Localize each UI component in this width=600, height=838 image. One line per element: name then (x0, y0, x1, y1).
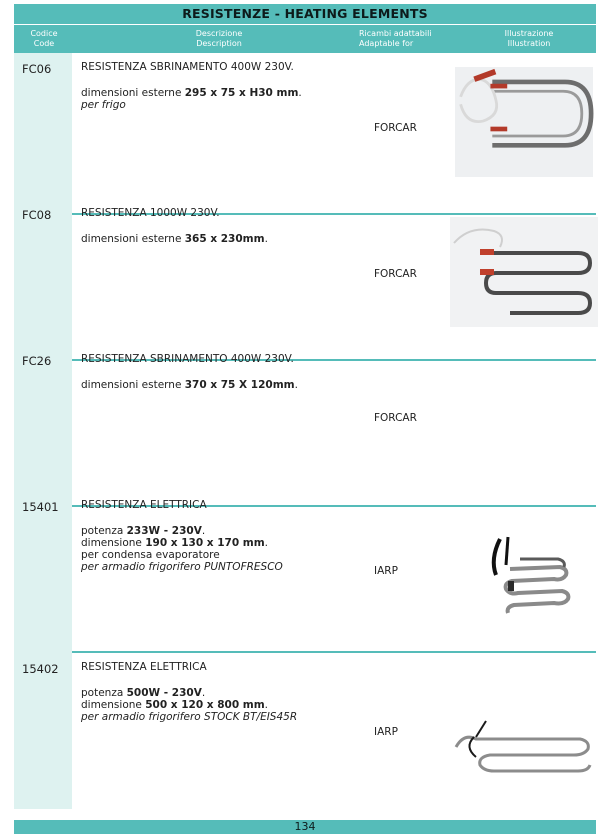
header-desc-it: Descrizione (195, 29, 243, 38)
header-desc-en: Description (196, 39, 242, 48)
table-row (14, 345, 596, 507)
product-power (81, 687, 371, 699)
product-usage: per condensa evaporatore (81, 549, 220, 561)
adaptable-brand: FORCAR (374, 122, 417, 134)
dim-suffix: . (264, 537, 269, 549)
product-code: FC06 (22, 62, 52, 76)
header-code-it: Codice (30, 29, 58, 38)
table-row (14, 653, 596, 815)
adaptable-brand: IARP (374, 726, 398, 738)
product-title: RESISTENZA 1000W 230V. (81, 207, 220, 219)
header-adapt-en: Adaptable for (359, 39, 414, 48)
dim-label: dimensioni esterne (81, 87, 185, 99)
product-dimensions (81, 537, 371, 549)
header-illustration (469, 29, 589, 49)
product-power (81, 525, 371, 537)
header-adaptable (359, 29, 459, 49)
product-code: FC08 (22, 208, 52, 222)
dim-label: dimensioni esterne (81, 379, 185, 391)
header-ill-en: Illustration (507, 39, 551, 48)
product-illustration (450, 217, 598, 327)
product-illustration (450, 519, 598, 629)
dim-value: 370 x 75 X 120mm (184, 379, 295, 391)
header-adapt-it: Ricambi adattabili (359, 29, 432, 38)
product-dimensions (81, 87, 371, 99)
adaptable-brand: FORCAR (374, 268, 417, 280)
product-dimensions (81, 699, 371, 711)
power-suffix: . (201, 525, 206, 537)
header-ill-it: Illustrazione (504, 29, 554, 38)
header-description (74, 29, 364, 49)
catalog-title: RESISTENZE - HEATING ELEMENTS (14, 4, 596, 24)
power-label: potenza (81, 525, 127, 537)
dim-value: 295 x 75 x H30 mm (184, 87, 299, 99)
dim-value: 365 x 230mm (184, 233, 265, 245)
product-code: FC26 (22, 354, 52, 368)
dim-label: dimensione (81, 699, 146, 711)
product-description (81, 661, 371, 723)
power-value: 233W - 230V (126, 525, 202, 537)
table-row (14, 53, 596, 215)
product-description (81, 353, 371, 391)
product-title: RESISTENZA SBRINAMENTO 400W 230V. (81, 61, 294, 73)
product-application: per armadio frigorifero PUNTOFRESCO (81, 561, 283, 573)
dim-label: dimensioni esterne (81, 233, 185, 245)
product-illustration (450, 693, 598, 803)
adaptable-brand: IARP (374, 565, 398, 577)
header-code-en: Code (33, 39, 55, 48)
power-suffix: . (201, 687, 206, 699)
page-number: 134 (14, 820, 596, 834)
product-application: per armadio frigorifero STOCK BT/EIS45R (81, 711, 298, 723)
table-row (14, 199, 596, 361)
product-title: RESISTENZA ELETTRICA (81, 661, 207, 673)
product-code: 15401 (22, 500, 59, 514)
table-row (14, 491, 596, 653)
dim-suffix: . (264, 699, 269, 711)
dim-label: dimensione (81, 537, 146, 549)
dim-suffix: . (264, 233, 268, 245)
product-usage: per frigo (81, 99, 126, 111)
product-description (81, 499, 371, 573)
product-dimensions (81, 233, 371, 245)
product-title: RESISTENZA ELETTRICA (81, 499, 207, 511)
product-illustration (450, 67, 598, 177)
dim-value: 500 x 120 x 800 mm (145, 699, 265, 711)
product-description (81, 61, 371, 111)
header-code (14, 29, 74, 49)
adaptable-brand: FORCAR (374, 412, 417, 424)
product-dimensions (81, 379, 371, 391)
power-value: 500W - 230V (126, 687, 202, 699)
dim-value: 190 x 130 x 170 mm (145, 537, 265, 549)
power-label: potenza (81, 687, 127, 699)
dim-suffix: . (298, 87, 302, 99)
table-header (14, 25, 596, 53)
product-description (81, 207, 371, 245)
product-code: 15402 (22, 662, 59, 676)
dim-suffix: . (294, 379, 298, 391)
product-title: RESISTENZA SBRINAMENTO 400W 230V. (81, 353, 294, 365)
